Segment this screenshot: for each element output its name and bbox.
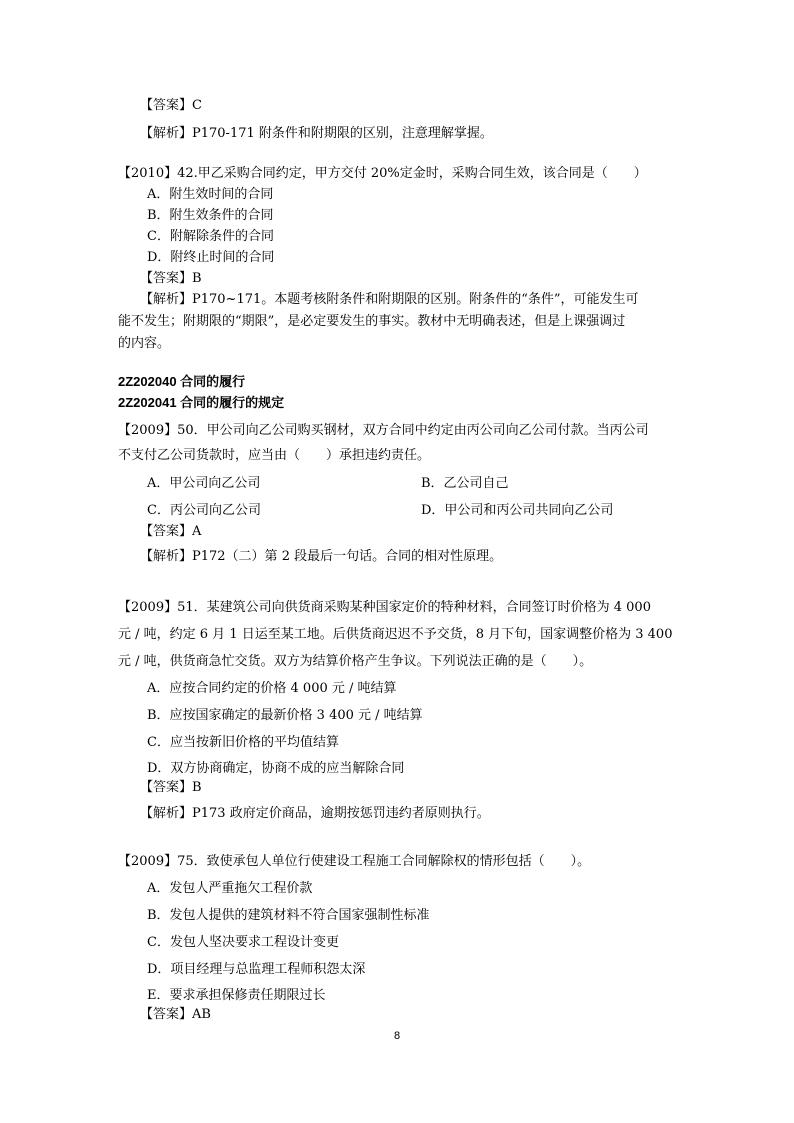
analysis-line: 能不发生；附期限的“期限”，是必定要发生的事实。教材中无明确表述，但是上课强调过 <box>118 314 626 329</box>
analysis-line: 的内容。 <box>118 336 171 351</box>
option-c: C．应当按新旧价格的平均值结算 <box>147 735 339 750</box>
question-stem: 【2010】42.甲乙采购合同约定，甲方交付 20%定金时，采购合同生效，该合同是（ ） <box>118 166 647 181</box>
option-a: A．应按合同约定的价格 4 000 元 / 吨结算 <box>147 681 397 696</box>
option-d: D．附终止时间的合同 <box>147 250 275 265</box>
answer-line: 【答案】B <box>140 271 202 286</box>
question-stem: 【2009】75．致使承包人单位行使建设工程施工合同解除权的情形包括（ ）。 <box>118 854 591 869</box>
option-a: A．发包人严重拖欠工程价款 <box>147 881 313 896</box>
analysis-line: 【解析】P172（二）第 2 段最后一句话。合同的相对性原理。 <box>140 549 503 564</box>
option-d: D．甲公司和丙公司共同向乙公司 <box>421 503 614 518</box>
question-stem: 【2009】51．某建筑公司向供货商采购某种国家定价的特种材料，合同签订时价格为 4 000 <box>118 600 651 615</box>
subsection-heading: 2Z202041 合同的履行的规定 <box>118 395 285 410</box>
option-d: D．双方协商确定，协商不成的应当解除合同 <box>147 761 405 776</box>
question-stem: 不支付乙公司货款时，应当由（ ）承担违约责任。 <box>118 448 431 463</box>
question-stem: 元 / 吨，供货商急忙交货。双方为结算价格产生争议。下列说法正确的是（ ）。 <box>118 654 593 669</box>
option-c: C．丙公司向乙公司 <box>147 503 261 518</box>
option-a: A．甲公司向乙公司 <box>147 476 261 491</box>
answer-line: 【答案】B <box>140 780 202 795</box>
question-stem: 元 / 吨，约定 6 月 1 日运至某工地。后供货商迟迟不予交货，8 月下旬，国家调整价格为 3 400 <box>118 627 673 642</box>
option-b: B．附生效条件的合同 <box>147 208 274 223</box>
answer-line: 【答案】C <box>140 98 202 113</box>
option-c: C．附解除条件的合同 <box>147 229 274 244</box>
option-b: B．应按国家确定的最新价格 3 400 元 / 吨结算 <box>147 708 423 723</box>
question-stem: 【2009】50．甲公司向乙公司购买钢材，双方合同中约定由丙公司向乙公司付款。当丙公司 <box>118 423 649 438</box>
page-number: 8 <box>394 1030 401 1042</box>
option-c: C．发包人坚决要求工程设计变更 <box>147 935 339 950</box>
option-b: B．发包人提供的建筑材料不符合国家强制性标准 <box>147 908 430 923</box>
section-heading: 2Z202040 合同的履行 <box>118 374 246 389</box>
answer-line: 【答案】A <box>140 524 202 539</box>
option-d: D．项目经理与总监理工程师积怨太深 <box>147 962 366 977</box>
option-b: B．乙公司自己 <box>421 476 509 491</box>
option-a: A．附生效时间的合同 <box>147 187 274 202</box>
option-e: E．要求承担保修责任期限过长 <box>147 988 326 1003</box>
analysis-line: 【解析】P173 政府定价商品，逾期按惩罚违约者原则执行。 <box>140 806 490 821</box>
analysis-line: 【解析】P170-171 附条件和附期限的区别，注意理解掌握。 <box>140 126 493 141</box>
answer-line: 【答案】AB <box>140 1007 211 1022</box>
analysis-line: 【解析】P170~171。本题考核附条件和附期限的区别。附条件的“条件”，可能发生可 <box>140 292 639 307</box>
